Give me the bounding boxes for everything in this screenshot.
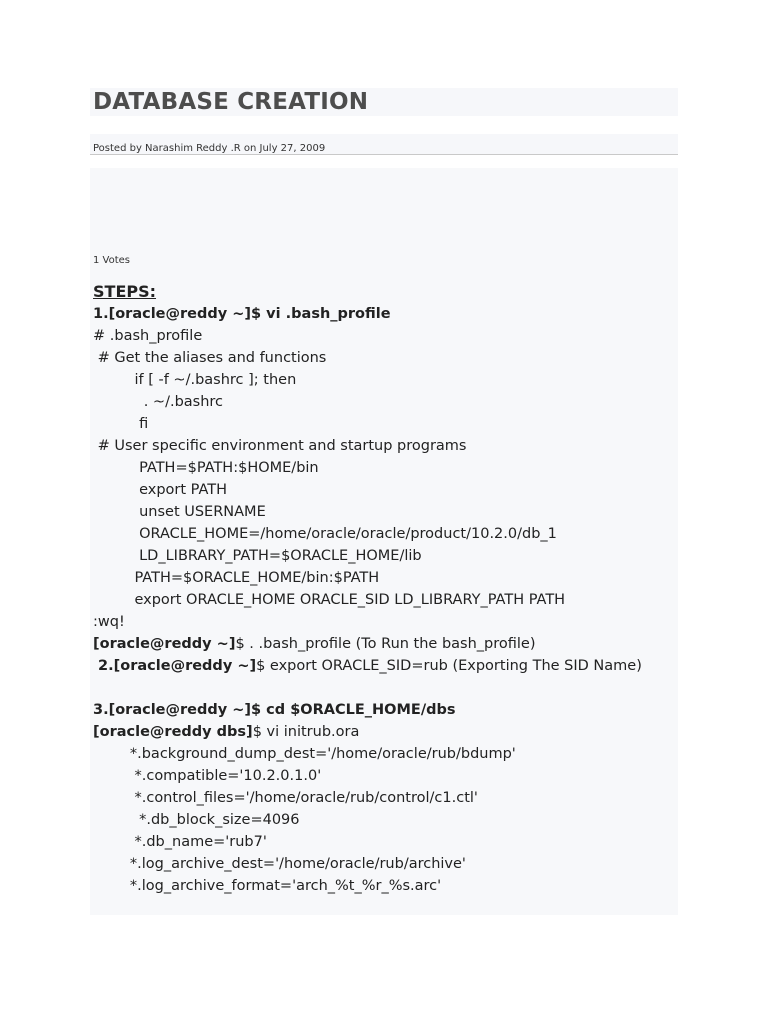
run-prompt: [oracle@reddy ~] (93, 636, 236, 652)
profile-line: . ~/.bashrc (93, 394, 224, 410)
profile-line: export PATH (93, 482, 228, 498)
article-body (93, 281, 653, 897)
profile-line: # .bash_profile (93, 328, 203, 344)
profile-line: unset USERNAME (93, 504, 266, 520)
profile-line: # User specific environment and startup programs (93, 438, 467, 454)
init-param-line: *.control_files='/home/oracle/rub/control/c1.ctl' (93, 790, 478, 806)
spacer (93, 677, 653, 699)
init-param-line: *.background_dump_dest='/home/oracle/rub/bdump' (93, 746, 516, 762)
init-prompt: [oracle@reddy dbs] (93, 724, 253, 740)
profile-line: PATH=$PATH:$HOME/bin (93, 460, 319, 476)
profile-line: export ORACLE_HOME ORACLE_SID LD_LIBRARY_PATH PATH (93, 592, 566, 608)
init-param-line: *.log_archive_format='arch_%t_%r_%s.arc' (93, 878, 442, 894)
profile-line: if [ -f ~/.bashrc ]; then (93, 372, 297, 388)
step1-command: 1.[oracle@reddy ~]$ vi .bash_profile (93, 306, 391, 322)
init-param-line: *.log_archive_dest='/home/oracle/rub/archive' (93, 856, 466, 872)
init-param-line: *.compatible='10.2.0.1.0' (93, 768, 322, 784)
run-command: $ . .bash_profile (To Run the bash_profile) (235, 636, 536, 652)
post-meta: Posted by Narashim Reddy .R on July 27, 2009 (93, 143, 326, 154)
profile-line: fi (93, 416, 149, 432)
profile-line: ORACLE_HOME=/home/oracle/oracle/product/10.2.0/db_1 (93, 526, 557, 542)
profile-line: LD_LIBRARY_PATH=$ORACLE_HOME/lib (93, 548, 422, 564)
profile-line: # Get the aliases and functions (93, 350, 327, 366)
init-prompt-line (93, 721, 653, 743)
profile-line: :wq! (93, 614, 125, 630)
profile-line: PATH=$ORACLE_HOME/bin:$PATH (93, 570, 380, 586)
init-command: $ vi initrub.ora (252, 724, 360, 740)
init-param-line: *.db_block_size=4096 (93, 812, 300, 828)
step2-prompt: 2.[oracle@reddy ~] (93, 658, 257, 674)
run-profile-line (93, 633, 653, 655)
steps-heading: STEPS: (93, 282, 157, 301)
step2-line (93, 655, 653, 677)
article-title: DATABASE CREATION (93, 89, 369, 115)
init-param-line: *.db_name='rub7' (93, 834, 267, 850)
votes-count: 1 Votes (93, 255, 131, 266)
step2-command: $ export ORACLE_SID=rub (Exporting The SID Name) (256, 658, 642, 674)
step3-command: 3.[oracle@reddy ~]$ cd $ORACLE_HOME/dbs (93, 702, 456, 718)
